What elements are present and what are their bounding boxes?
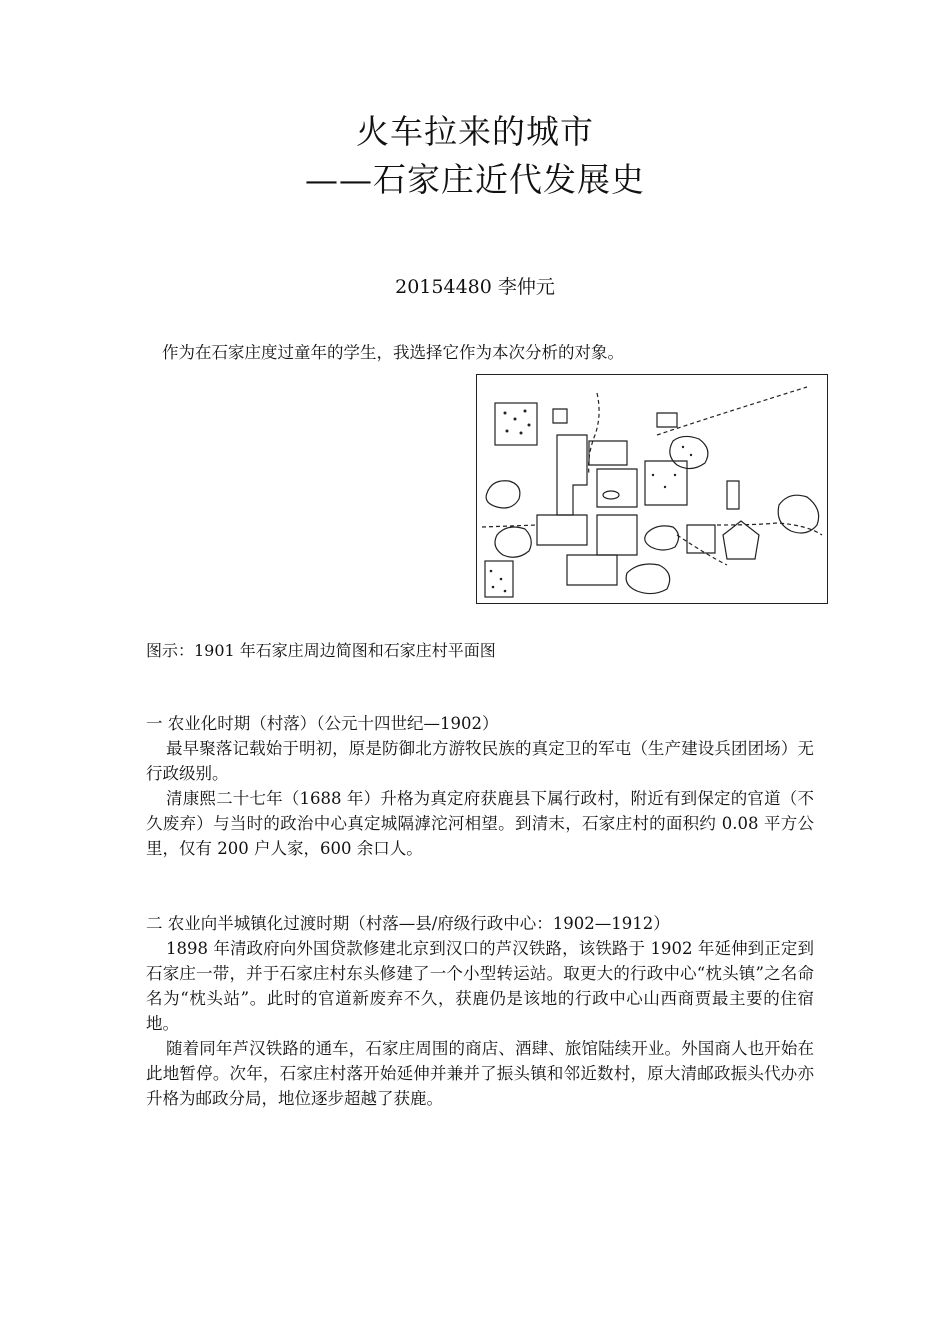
document-subtitle: ——石家庄近代发展史 [305,160,645,199]
section-2 [146,911,814,1111]
section-2-paragraph-1: 1898 年清政府向外国贷款修建北京到汉口的芦汉铁路，该铁路于 1902 年延伸到正定到石家庄一带，并于石家庄村东头修建了一个小型转运站。取更大的行政中心“枕头镇”之名命名为“枕头站”。此时的官道新废弃不久，获鹿仍是该地的行政中心山西商贾最主要的住宿地。 [146,939,814,1033]
section-1-paragraph-2: 清康熙二十七年（1688 年）升格为真定府获鹿县下属行政村，附近有到保定的官道（不久废弃）与当时的政治中心真定城隔滹沱河相望。到清末，石家庄村的面积约 0.08 平方公里，仅有 200 户人家，600 余口人。 [146,789,814,858]
section-1 [146,711,814,861]
village-map-drawing [477,375,827,603]
intro-paragraph: 作为在石家庄度过童年的学生，我选择它作为本次分析的对象。 [162,343,624,362]
author-line: 20154480 李仲元 [395,276,555,298]
section-1-paragraph-1: 最早聚落记载始于明初，原是防御北方游牧民族的真定卫的军屯（生产建设兵团团场）无行政级别。 [146,739,814,783]
section-2-heading: 二 农业向半城镇化过渡时期（村落—县/府级行政中心：1902—1912） [146,914,670,933]
section-1-heading: 一 农业化时期（村落）（公元十四世纪—1902） [146,714,499,733]
document-title: 火车拉来的城市 [356,112,594,151]
map-figure [476,374,828,604]
section-2-paragraph-2: 随着同年芦汉铁路的通车，石家庄周围的商店、酒肆、旅馆陆续开业。外国商人也开始在此地暂停。次年，石家庄村落开始延伸并兼并了振头镇和邻近数村，原大清邮政振头代办亦升格为邮政分局，地位逐步超越了获鹿。 [146,1039,814,1108]
figure-caption: 图示：1901 年石家庄周边简图和石家庄村平面图 [146,641,496,660]
